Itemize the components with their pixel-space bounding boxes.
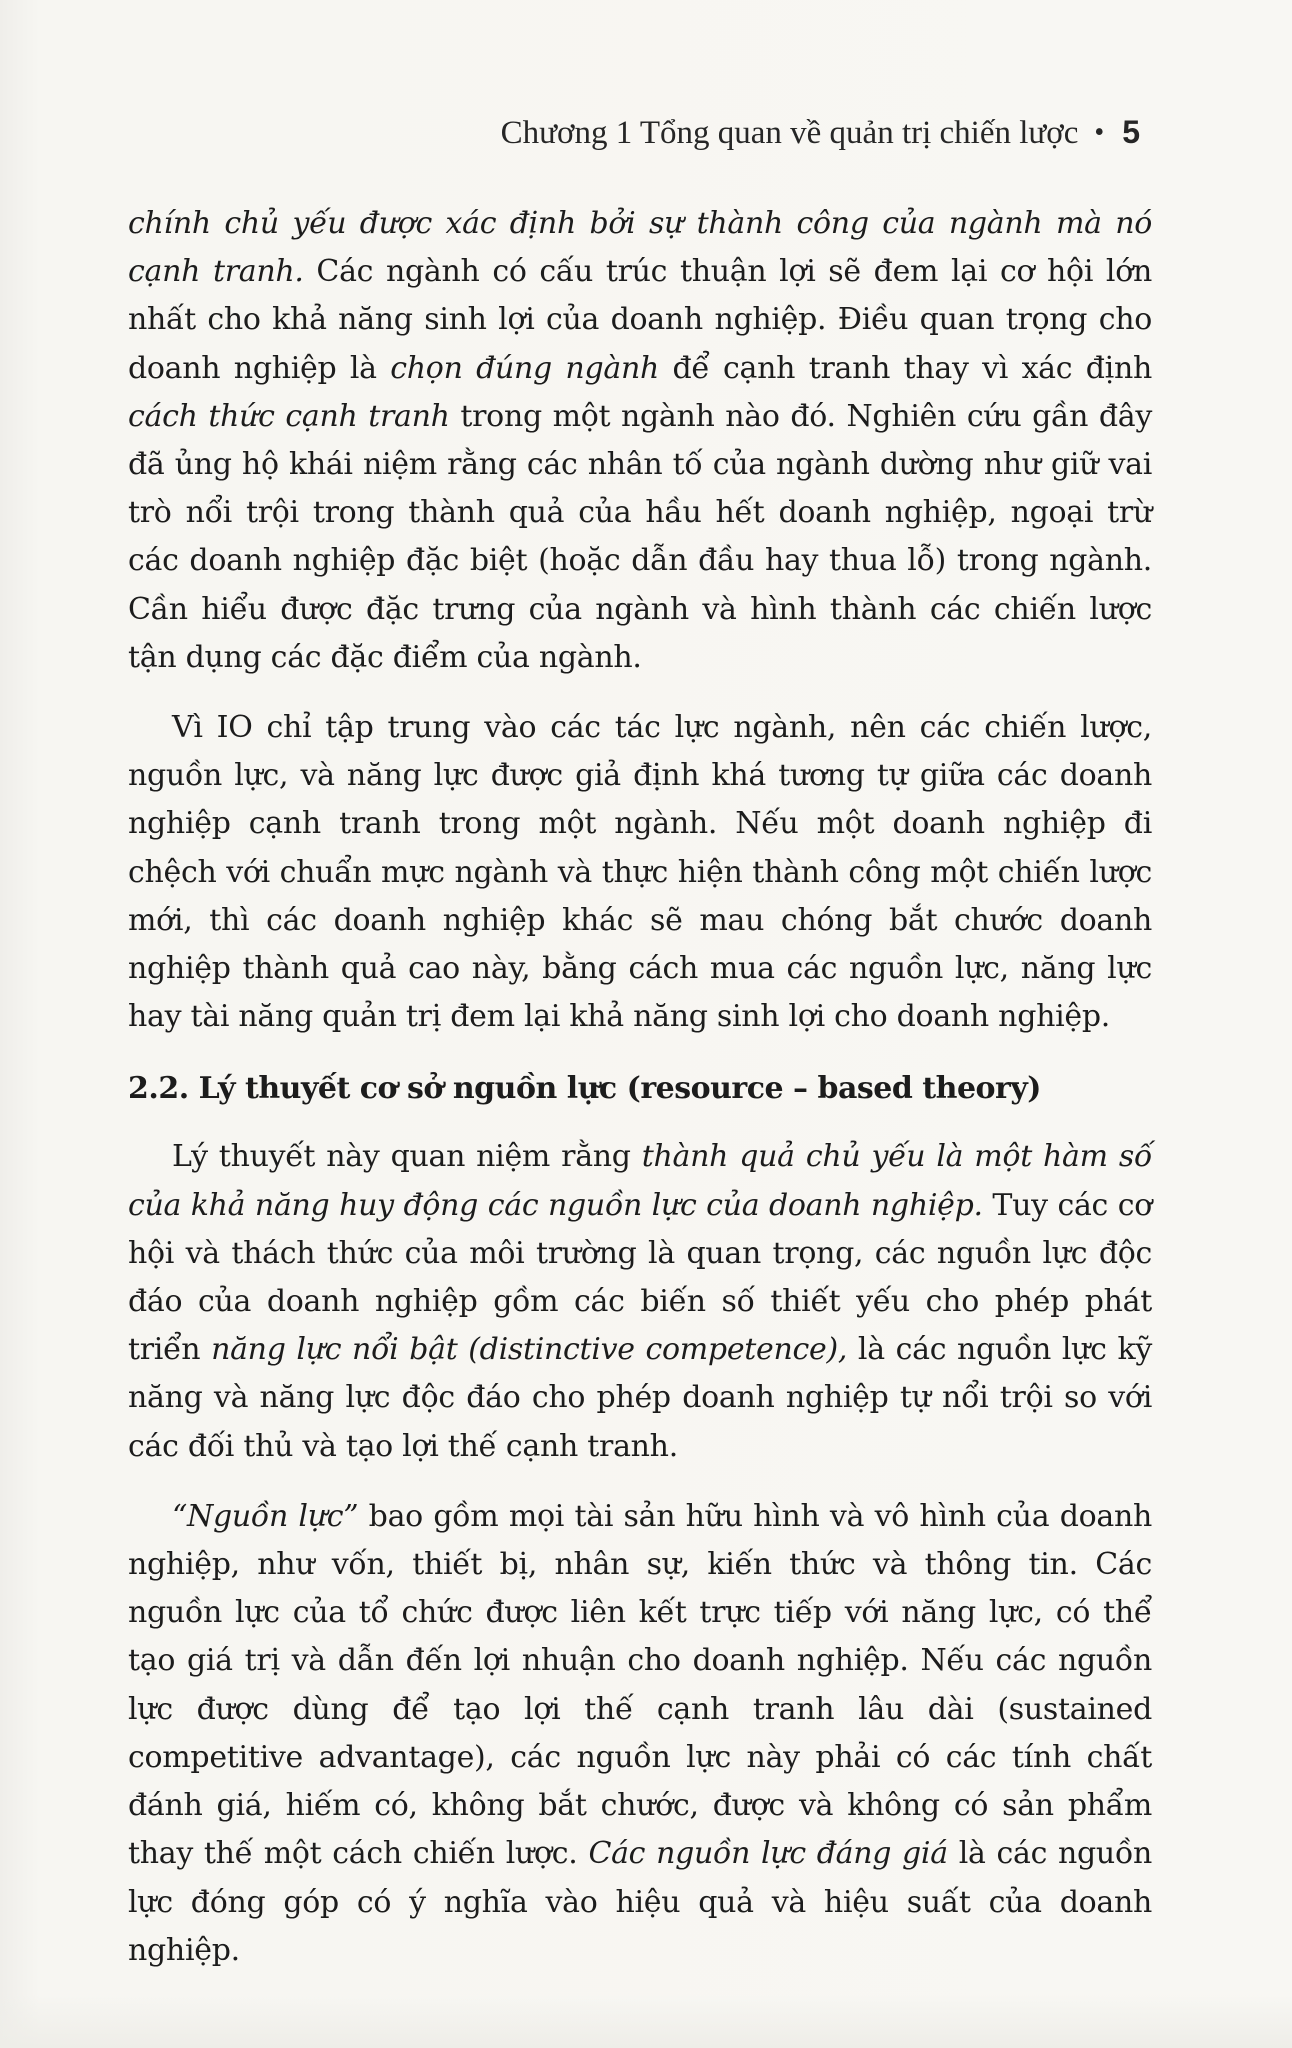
text-segment: Các ngành có cấu trúc thuận lợi sẽ đem lại cơ hội lớn nhất cho khả năng sinh lợi của doanh nghiệp. Điều quan trọng cho doanh nghiệp là <box>128 254 1152 386</box>
page-bottom-shadow <box>0 1995 1292 2048</box>
text-segment: là các nguồn lực đóng góp có ý nghĩa vào hiệu quả và hiệu suất của doanh nghiệp. <box>128 1836 1153 1968</box>
text-segment: năng lực nổi bật (distinctive competence), <box>211 1332 848 1368</box>
paragraph-io <box>128 704 1152 1041</box>
text-segment: là các nguồn lực kỹ năng và năng lực độc đáo cho phép doanh nghiệp tự nổi trội so với các đối thủ và tạo lợi thế cạnh tranh. <box>128 1332 1152 1464</box>
text-segment: Các nguồn lực đáng giá <box>588 1836 948 1872</box>
section-heading: 2.2. Lý thuyết cơ sở nguồn lực (resource – based theory) <box>128 1071 1041 1107</box>
text-segment: Lý thuyết này quan niệm rằng <box>172 1139 642 1175</box>
paragraph-continuation <box>128 200 1152 682</box>
paragraph-resources <box>128 1493 1152 1975</box>
running-title: Chương 1 Tổng quan về quản trị chiến lược <box>500 115 1079 151</box>
text-segment: chọn đúng ngành <box>390 350 659 386</box>
text-segment: cách thức cạnh tranh <box>128 398 450 434</box>
text-segment: trong một ngành nào đó. Nghiên cứu gần đây đã ủng hộ khái niệm rằng các nhân tố của ngành dường như giữ vai trò nổi trội trong thành quả của hầu hết doanh nghiệp, ngoại trừ các doanh nghiệp đặc biệt (hoặc dẫn đầu hay thua lỗ) trong ngành. Cần hiểu được đặc trưng của ngành và hình thành các chiến lược tận dụng các đặc điểm của ngành. <box>128 398 1152 675</box>
paragraph-resource-theory <box>128 1133 1152 1470</box>
text-segment: “Nguồn lực” <box>172 1498 359 1534</box>
text-segment: bao gồm mọi tài sản hữu hình và vô hình của doanh nghiệp, như vốn, thiết bị, nhân sự, kiến thức và thông tin. Các nguồn lực của tổ chức được liên kết trực tiếp với năng lực, có thể tạo giá trị và dẫn đến lợi nhuận cho doanh nghiệp. Nếu các nguồn lực được dùng để tạo lợi thế cạnh tranh lâu dài (sustained competitive advantage), các nguồn lực này phải có các tính chất đánh giá, hiếm có, không bắt chước, được và không có sản phẩm thay thế một cách chiến lược. <box>128 1498 1152 1872</box>
body-text <box>128 200 1152 1975</box>
header-separator: • <box>1094 117 1105 148</box>
text-segment: Vì IO chỉ tập trung vào các tác lực ngành, nên các chiến lược, nguồn lực, và năng lực được giả định khá tương tự giữa các doanh nghiệp cạnh tranh trong một ngành. Nếu một doanh nghiệp đi chệch với chuẩn mực ngành và thực hiện thành công một chiến lược mới, thì các doanh nghiệp khác sẽ mau chóng bắt chước doanh nghiệp thành quả cao này, bằng cách mua các nguồn lực, năng lực hay tài năng quản trị đem lại khả năng sinh lợi cho doanh nghiệp. <box>128 710 1152 1035</box>
page-number: 5 <box>1122 114 1140 150</box>
text-segment: để cạnh tranh thay vì xác định <box>659 350 1153 386</box>
text-segment: chính chủ yếu được xác định bởi sự thành công của ngành mà nó cạnh tranh. <box>128 206 1152 290</box>
text-segment: Tuy các cơ hội và thách thức của môi trường là quan trọng, các nguồn lực độc đáo của doanh nghiệp gồm các biến số thiết yếu cho phép phát triển <box>128 1187 1152 1368</box>
running-header <box>420 114 1140 152</box>
text-segment: thành quả chủ yếu là một hàm số của khả năng huy động các nguồn lực của doanh nghiệp. <box>128 1139 1153 1223</box>
